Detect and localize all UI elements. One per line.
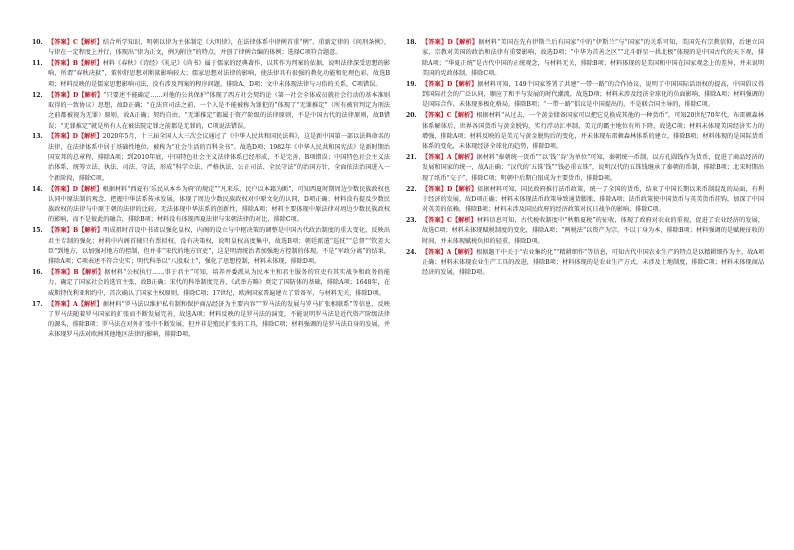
question-number: 11. xyxy=(32,60,43,68)
analysis-label: 【解析】 xyxy=(451,217,477,225)
answer-choice: A xyxy=(72,300,78,308)
answer-item xyxy=(406,248,764,279)
analysis-text: 据材料“秦朝统一货币”“以‘钱’‘谷’为单位”可知，秦朝统一币制，以方孔圆钱作为货币，促进了商品经济的发展和国家的统一，故A正确；“汉代的‘五铢’钱”“钱必重五铢”，说明汉代的五铢钱继承了秦朝的币制，排除B项；北宋时期出现了纸币“交子”，排除C项；明朝中后期白银成为主要货币，排除D项。 xyxy=(422,154,764,182)
two-column-layout xyxy=(32,38,764,538)
answer-item xyxy=(406,185,764,216)
analysis-label: 【解析】 xyxy=(452,185,478,193)
answer-item xyxy=(32,132,390,183)
answer-label: 【答案】 xyxy=(422,154,447,162)
answer-item xyxy=(32,268,390,299)
analysis-text: 材料信息可知，古代税收制度中“秋粮夏税”的征收，体现了政府对农业的重视，促进了农业经济的发展，故选C项；材料未体现赋税制度的变化，排除A项；“两税法”以资产为宗，不以丁身为本，排除B项；材料强调的是赋税征收的时间，并未体现赋税负担的轻重，排除D项。 xyxy=(422,217,764,245)
right-column xyxy=(406,38,764,538)
answer-choice: B xyxy=(73,269,79,277)
answer-choice: C xyxy=(72,39,78,46)
answer-item xyxy=(406,111,764,152)
answer-item xyxy=(406,153,764,184)
answer-label: 【答案】 xyxy=(422,39,448,46)
answer-choice: C xyxy=(446,217,452,225)
answer-item xyxy=(32,91,390,132)
answer-label: 【答案】 xyxy=(48,300,73,308)
answer-item xyxy=(406,80,764,111)
answer-label: 【答案】 xyxy=(48,60,73,68)
answer-label: 【答案】 xyxy=(422,80,447,88)
question-number: 23. xyxy=(406,217,417,225)
question-number: 17. xyxy=(32,300,43,308)
analysis-text: 根据题干中关于“农业集约化”“精耕细作”等信息，可知古代中国农业生产的特点是以精耕细作为主，故A项正确；材料未体现农业生产工具的改进，排除B项；材料体现的是农业生产方式，未涉及土地制度，排除C项；材料未体现商品经济的发展，排除D项。 xyxy=(422,248,764,277)
answer-item xyxy=(32,59,390,90)
answer-item xyxy=(32,226,390,267)
question-number: 22. xyxy=(406,185,417,193)
answer-choice: D xyxy=(447,39,453,46)
answer-label: 【答案】 xyxy=(422,248,447,256)
analysis-label: 【解析】 xyxy=(77,185,103,193)
answer-choice: D xyxy=(446,80,453,88)
answer-label: 【答案】 xyxy=(422,112,447,120)
analysis-label: 【解析】 xyxy=(77,60,103,68)
answer-item xyxy=(32,185,390,226)
answer-choice: D xyxy=(72,133,78,141)
question-number: 19. xyxy=(406,80,417,88)
question-number: 16. xyxy=(32,269,43,277)
analysis-text: 据材料“公权执行……事于君主”可知，培养并委派从为民本主和君主服务的官吏有其实战争和政务的能力，确定了国家社会的选官主张，故B正确；宋代的科举制度完善，《武举方略》奠定了国防体的基础，排除A项；1648年，在威斯特伐利亚和约中，首次确认了国家主权原则，排除C项；17世纪，欧洲国家普遍建立了常备军，与材料无关，排除D项。 xyxy=(48,269,390,297)
analysis-text: 结合所学知识，明朝以律为主体制定《大明律》，在法律体系中律例首重“例”，重新定律的《问刑条例》，与律在一定程度上并行，体现出“律为正文，例为附注”的特点，并创了律例合编的体例；选择C项符合题意。 xyxy=(48,39,390,57)
analysis-text: “只要述不能确定……对他的公共保护”体现了西方社会契约论（第一社会全体成员就社会行动的基本准则取得的一致协议）思想，故D正确；“在法官司法之前，一个人是不能被称为罪犯的”体现了“无罪推定”（所有被官判定为刑法之前都被视为无罪）原则，故A正确；契约自由、“无罪推定”都属于资产阶级的法律原则，不是中国古代的法律原则，故B错误；“无罪推定”就是所有人在被法院定罪之前都是无罪的，C项说法错误。 xyxy=(48,91,390,130)
analysis-label: 【解析】 xyxy=(452,80,478,88)
analysis-label: 【解析】 xyxy=(77,300,103,308)
analysis-label: 【解析】 xyxy=(77,133,103,141)
answer-choice: D xyxy=(446,185,453,193)
analysis-text: 根据材料“西夏有‘乐民从本乡为府’的规定”“凡来乐、民户以本籍为断”，可知西夏时期周边少数民族政权也认同中原法制的观念，把握中华法系传承发展，体现了周边少数民族政权对中原文化的认同，D项正确；材料没有提及少数民族政权的法律与中原王朝的法律的比较，无法体现中华法系的创新性，排除A项；材料主要体现中原法律对周边少数民族政权的影响，而不是彼此的融合，排除B项；材料没有体现西夏法律与宋朝法律的对比，排除C项。 xyxy=(48,185,390,224)
answer-label: 【答案】 xyxy=(48,227,73,235)
left-column xyxy=(32,38,390,538)
answer-choice: A xyxy=(446,248,452,256)
analysis-text: 据材料“罗马法以维护私有制和保护商品经济为主要内容”“罗马法的发展与罗马扩张相联系”等信息，反映了罗马法随着罗马国家的扩张而不断发展完善，故选A项；材料反映的是罗马法的演变，不能说明罗马法是近代资产阶级法律的源头，排除B项；罗马法在对外扩张中不断发展，但并非是殖民扩张的工具，排除C项；材料强调的是罗马法自身的发展，并未体现罗马法对欧洲其他地区法律的影响，排除D项。 xyxy=(48,300,390,339)
answer-label: 【答案】 xyxy=(48,91,73,99)
question-number: 10. xyxy=(32,39,43,46)
analysis-label: 【解析】 xyxy=(451,154,477,162)
answer-choice: B xyxy=(72,60,78,68)
question-number: 18. xyxy=(406,39,417,46)
answer-label: 【答案】 xyxy=(48,133,73,141)
answer-label: 【答案】 xyxy=(48,39,73,46)
answer-item xyxy=(406,216,764,247)
answer-choice: D xyxy=(72,91,79,99)
answer-item xyxy=(406,38,764,79)
analysis-label: 【解析】 xyxy=(78,91,104,99)
analysis-text: 据材料可知，149个国家签署了共建“一带一路”的合作协议，说明了中国国际话语权的提高，中国倡议得到国际社会的广泛认同，顺应了和平与发展的时代潮流，故选D项；材料未涉及经济全球化的负面影响，排除A项；材料强调的是国际合作，未体现多极化格局，排除B项；“一带一路”倡议是中国提出的，不是联合国主导的，排除C项。 xyxy=(422,80,764,109)
analysis-label: 【解析】 xyxy=(451,112,477,120)
analysis-text: 依据材料可知，国民政府推行法币政策，统一了全国的货币，结束了中国长期以来币制混乱的局面，有利于经济的发展，故D项正确；材料未体现法币政策导致通货膨胀，排除A项；法币政策使中国货币与英美货币挂钩，加深了中国对英美的依赖，排除B项；材料未涉及国民政府的经济政策对抗日战争的影响，排除C项。 xyxy=(422,185,764,214)
question-number: 20. xyxy=(406,112,417,120)
answer-item xyxy=(32,38,390,59)
answer-label: 【答案】 xyxy=(48,185,73,193)
question-number: 15. xyxy=(32,227,43,235)
answer-choice: A xyxy=(446,154,452,162)
answer-label: 【答案】 xyxy=(48,269,74,277)
question-number: 24. xyxy=(406,248,417,256)
answer-item xyxy=(32,300,390,341)
analysis-text: 2020年5月，十三届全国人大三次会议通过了《中华人民共和国民法典》，这是新中国第一部以法典命名的法律，在法律体系中居于基础性地位，被称为“社会生活的百科全书”。故选D项；1982年《中华人民共和国宪法》是新时期治国安邦的总章程，排除A项；到2010年底，中国特色社会主义法律体系已经形成，不是完善，B项错误；中国特色社会主义法治体系，统筹立法、执法、司法、守法，形成“科学立法、严格执法、公正司法、全民守法”的治国方针，全面依法治国进入一个新阶段，排除C项。 xyxy=(48,133,390,182)
analysis-text: 明成祖时首设中书省以强化皇权，内阁的设立与中枢决策的调整是中国古代政治制度的重大变化，反映出君主专制的强化；材料中内阁首辅只有票拟权，没有决策权，说明皇权高度集中，故选B项；朝廷派遣“巡抚”“总督”“钦差大臣”到地方，以加强对地方的控制，但并非“宋代的地方官吏”，这是明清统治者加强地方控制的体现，不是“军政分离”的结果，排除A项；C项表述不符合史实；明代科举以“八股取士”，强化了思想控制，材料未体现，排除D项。 xyxy=(48,227,390,266)
analysis-label: 【解析】 xyxy=(452,39,479,46)
question-number: 21. xyxy=(406,154,417,162)
analysis-label: 【解析】 xyxy=(77,39,103,46)
question-number: 12. xyxy=(32,91,43,99)
analysis-label: 【解析】 xyxy=(78,227,104,235)
analysis-label: 【解析】 xyxy=(451,248,477,256)
answer-label: 【答案】 xyxy=(422,217,447,225)
analysis-text: 据材料“美国在先有伊斯兰后有国家”中的“伊斯兰”与“国家”的关系可知，美国先有宗教信仰，后建立国家，宗教对美国的政治和法律有重要影响，故选D项；“中华为首善之区”“北斗群星一拱北极”体现的是中国古代的天下观，排除A项；“华夏正统”是古代中国的正统观念，与材料无关，排除B项；材料体现的是美国和中国在国家观念上的差异，并未说明美国的宪政体制，排除C项。 xyxy=(422,39,764,77)
analysis-text: 材料《春秋》《诗经》《礼记》《尚书》属于儒家的经典著作，以其作为判案的依据，说明法律深受思想的影响，所谓“春秋决狱”，董仲舒思想对断狱影响较大；儒家思想对法律的影响，使法律具有很强的教化功能和伦理色彩，故选B项；材料反映的是儒家思想影响司法，没有涉及判案的程序问题，排除A、D项；文中未体现法律与习俗的关系，C项错误。 xyxy=(48,60,390,88)
analysis-text: 根据材料“从过去，一个黄金储备国家可以把它兑换成其他的一种货币”，可知20世纪70年代，布雷顿森林体系解体后，世界各国货币与黄金脱钩，实行浮动汇率制，美元的霸主地位有所下降，故选C项；材料未体现美国经济实力的增强，排除A项；材料反映的是美元与黄金脱钩后的变化，并未体现布雷顿森林体系的建立，排除B项；材料体现的是国际货币体系的变化，未体现经济全球化的趋势，排除D项。 xyxy=(422,112,764,151)
question-number: 13. xyxy=(32,133,43,141)
answer-label: 【答案】 xyxy=(422,185,447,193)
answer-choice: D xyxy=(72,185,78,193)
answer-choice: C xyxy=(446,112,452,120)
answer-choice: B xyxy=(72,227,79,235)
analysis-label: 【解析】 xyxy=(78,269,105,277)
question-number: 14. xyxy=(32,185,43,193)
